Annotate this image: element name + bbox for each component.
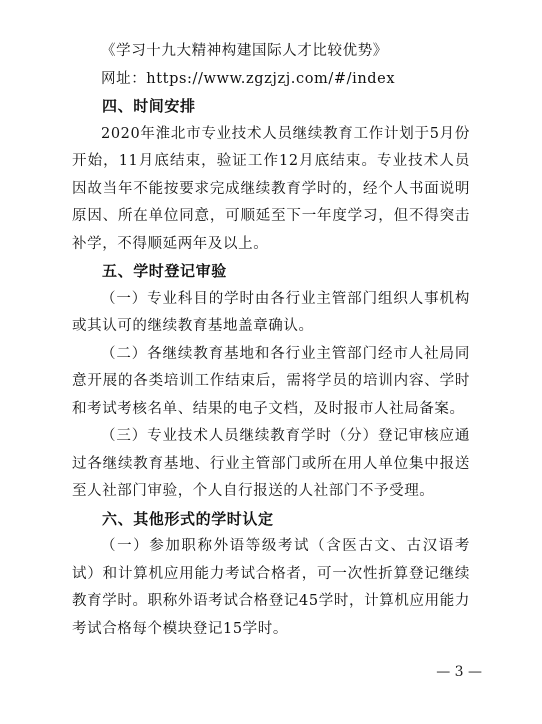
- page-number: — 3 —: [436, 664, 482, 680]
- paragraph-registration-1: （一）专业科目的学时由各行业主管部门组织人事机构或其认可的继续教育基地盖章确认。: [72, 290, 470, 334]
- paragraph-registration-2: （二）各继续教育基地和各行业主管部门经市人社局同意开展的各类培训工作结束后，需将学员的培训内容、学时和考试考核名单、结果的电子文档，及时报市人社局备案。: [72, 345, 470, 417]
- reference-url: 网址：https://www.zgzjzj.com/#/index: [101, 70, 396, 87]
- paragraph-registration-3: （三）专业技术人员继续教育学时（分）登记审核应通过各继续教育基地、行业主管部门或所在用人单位集中报送至人社部门审验，个人自行报送的人社部门不予受理。: [72, 428, 470, 499]
- section-heading-schedule: 四、时间安排: [102, 97, 196, 115]
- reference-title: 《学习十九大精神构建国际人才比较优势》: [101, 43, 388, 59]
- section-heading-other: 六、其他形式的学时认定: [102, 509, 274, 528]
- paragraph-schedule: 2020年淮北市专业技术人员继续教育工作计划于5月份开始，11月底结束，验证工作12月底结束。专业技术人员因故当年不能按要求完成继续教育学时的，经个人书面说明原因、所在单位同意，可顺延至下一年度学习，但不得突击补学，不得顺延两年及以上。: [72, 125, 470, 252]
- paragraph-other-1: （一）参加职称外语等级考试（含医古文、古汉语考试）和计算机应用能力考试合格者，可一次性折算登记继续教育学时。职称外语考试合格登记45学时，计算机应用能力考试合格每个模块登记15学时。: [72, 538, 470, 637]
- document-body: [72, 38, 470, 643]
- section-heading-registration: 五、学时登记审验: [102, 262, 227, 280]
